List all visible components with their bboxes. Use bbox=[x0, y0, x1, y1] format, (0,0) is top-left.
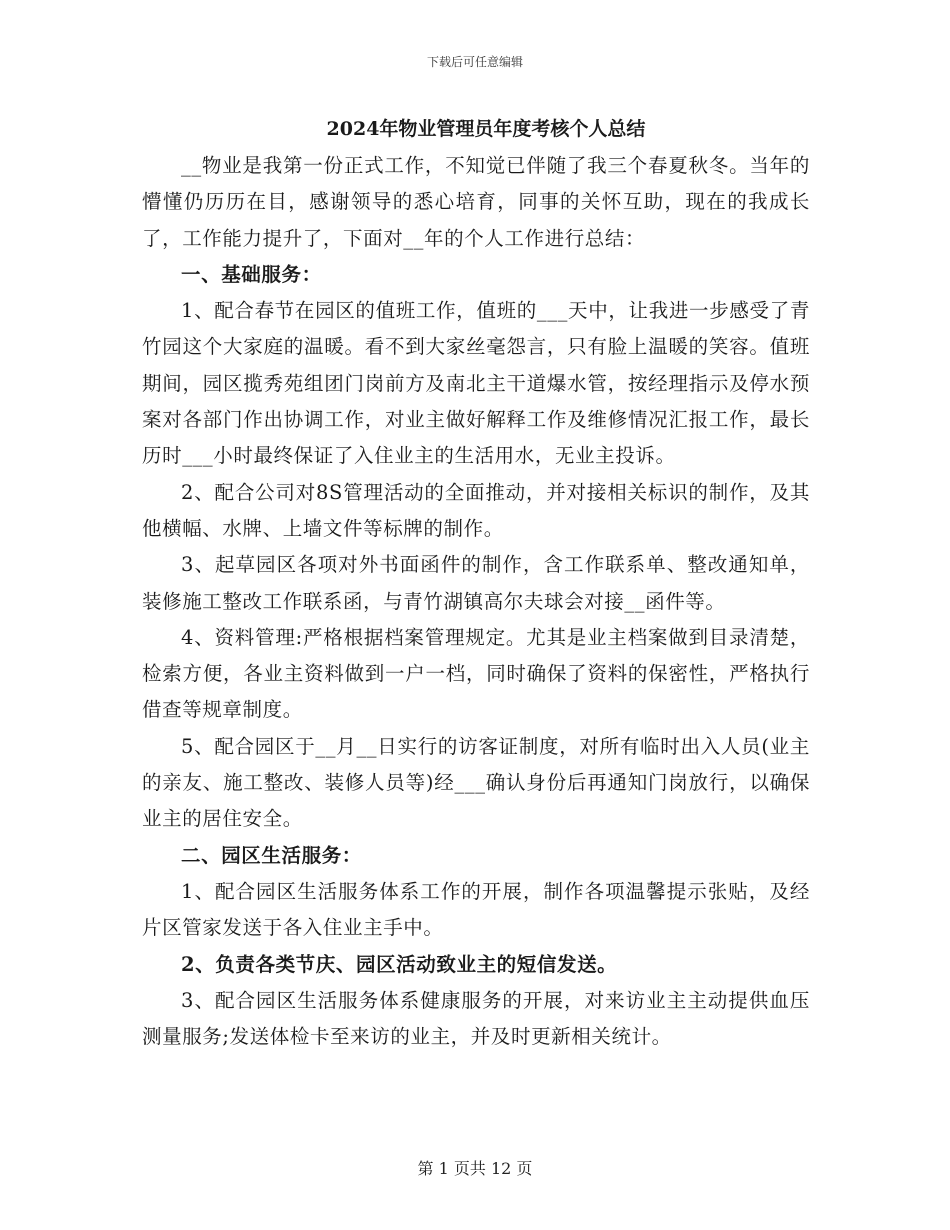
paragraph-item: 2、配合公司对8S管理活动的全面推动，并对接相关标识的制作，及其他横幅、水牌、上墙文件等标牌的制作。 bbox=[142, 480, 810, 540]
paragraph-item: 3、起草园区各项对外书面函件的制作，含工作联系单、整改通知单，装修施工整改工作联系函，与青竹湖镇高尔夫球会对接__函件等。 bbox=[142, 553, 810, 613]
paragraph-intro: __物业是我第一份正式工作，不知觉已伴随了我三个春夏秋冬。当年的懵懂仍历历在目，感谢领导的悉心培育，同事的关怀互助，现在的我成长了，工作能力提升了，下面对__年的个人工作进行总结： bbox=[142, 154, 810, 250]
paragraph-item: 1、配合春节在园区的值班工作，值班的___天中，让我进一步感受了青竹园这个大家庭的温暖。看不到大家丝毫怨言，只有脸上温暖的笑容。值班期间，园区揽秀苑组团门岗前方及南北主干道爆水管，按经理指示及停水预案对各部门作出协调工作，对业主做好解释工作及维修情况汇报工作，最长历时___小时最终保证了入住业主的生活用水，无业主投诉。 bbox=[142, 299, 810, 468]
paragraph-item: 1、配合园区生活服务体系工作的开展，制作各项温馨提示张贴，及经片区管家发送于各入住业主手中。 bbox=[142, 879, 810, 940]
section-heading-life-services: 二、园区生活服务： bbox=[181, 843, 362, 867]
page-footer: 第 1 页共 12 页 bbox=[417, 1159, 533, 1178]
document-title: 2024年物业管理员年度考核个人总结 bbox=[326, 118, 646, 140]
paragraph-item-bold: 2、负责各类节庆、园区活动致业主的短信发送。 bbox=[181, 952, 618, 976]
paragraph-item: 3、配合园区生活服务体系健康服务的开展，对来访业主主动提供血压测量服务;发送体检卡至来访的业主，并及时更新相关统计。 bbox=[142, 988, 810, 1049]
header-note: 下载后可任意编辑 bbox=[426, 55, 523, 69]
paragraph-item: 4、资料管理:严格根据档案管理规定。尤其是业主档案做到目录清楚，检索方便，各业主资料做到一户一档，同时确保了资料的保密性，严格执行借查等规章制度。 bbox=[142, 625, 810, 722]
section-heading-basic-services: 一、基础服务： bbox=[181, 262, 322, 286]
document-body bbox=[142, 110, 810, 1055]
paragraph-item: 5、配合园区于__月__日实行的访客证制度，对所有临时出入人员(业主的亲友、施工整改、装修人员等)经___确认身份后再通知门岗放行，以确保业主的居住安全。 bbox=[142, 734, 810, 831]
